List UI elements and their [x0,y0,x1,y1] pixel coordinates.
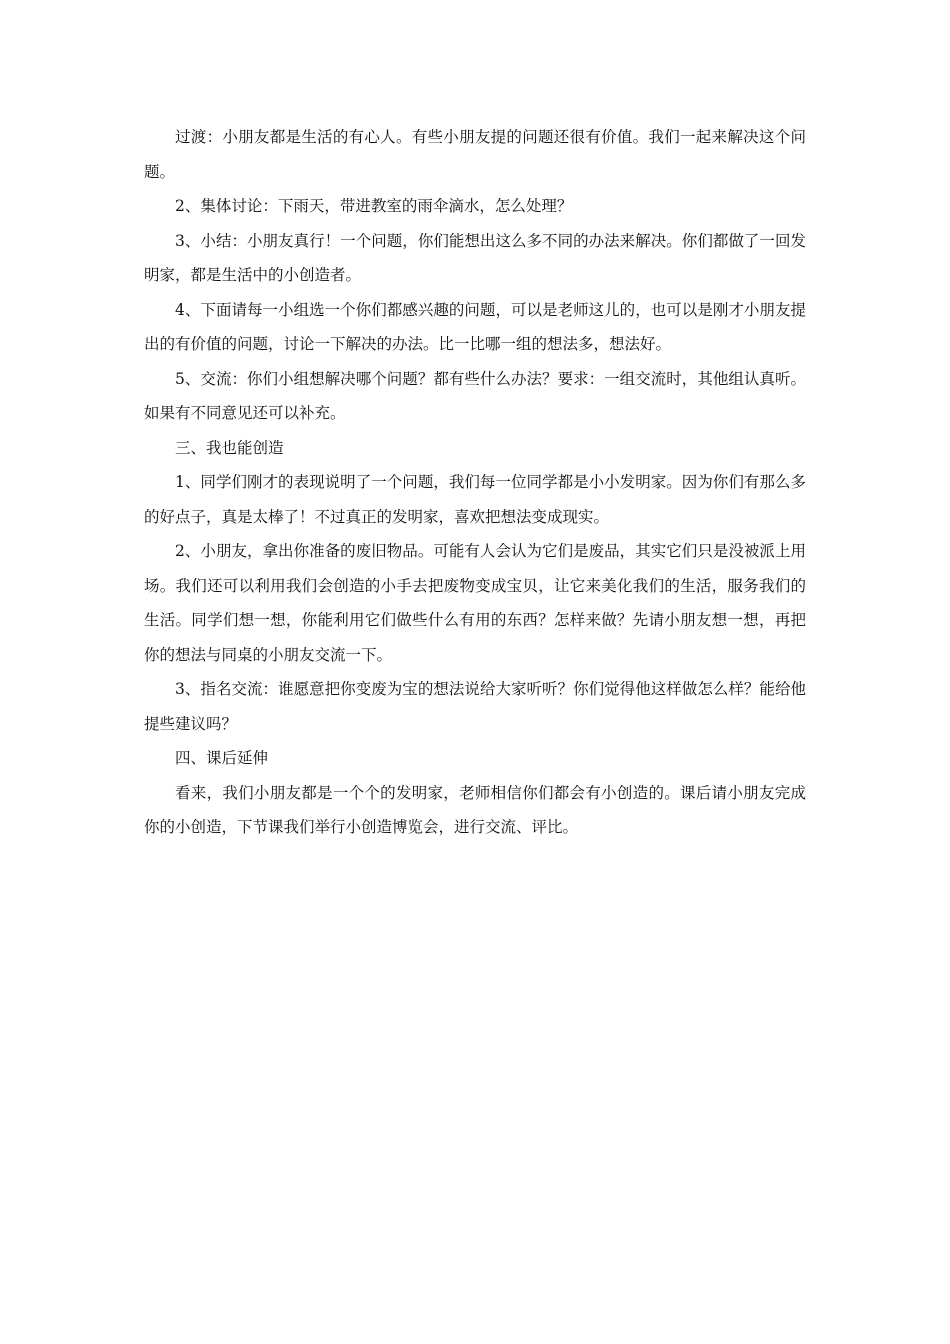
document-body [144,120,806,845]
paragraph-inventors: 1、同学们刚才的表现说明了一个问题，我们每一位同学都是小小发明家。因为你们有那么多的好点子，真是太棒了！不过真正的发明家，喜欢把想法变成现实。 [144,473,806,526]
paragraph-group-task: 4、下面请每一小组选一个你们都感兴趣的问题，可以是老师这儿的，也可以是刚才小朋友提出的有价值的问题，讨论一下解决的办法。比一比哪一组的想法多，想法好。 [144,300,806,353]
paragraph-group-discussion: 2、集体讨论：下雨天，带进教室的雨伞滴水，怎么处理？ [175,197,573,215]
section-heading-extension: 四、课后延伸 [175,749,269,767]
section-heading-create: 三、我也能创造 [175,438,284,457]
paragraph-named-exchange: 3、指名交流：谁愿意把你变废为宝的想法说给大家听听？你们觉得他这样做怎么样？能给他提些建议吗？ [144,680,806,733]
paragraph-summary: 3、小结：小朋友真行！一个问题，你们能想出这么多不同的办法来解决。你们都做了一回发明家，都是生活中的小创造者。 [144,231,806,284]
paragraph-exchange: 5、交流：你们小组想解决哪个问题？都有些什么办法？要求：一组交流时，其他组认真听。如果有不同意见还可以补充。 [144,369,806,422]
paragraph-transition: 过渡：小朋友都是生活的有心人。有些小朋友提的问题还很有价值。我们一起来解决这个问题。 [144,128,806,181]
paragraph-homework: 看来，我们小朋友都是一个个的发明家，老师相信你们都会有小创造的。课后请小朋友完成你的小创造，下节课我们举行小创造博览会，进行交流、评比。 [144,783,806,836]
paragraph-waste-materials: 2、小朋友，拿出你准备的废旧物品。可能有人会认为它们是废品，其实它们只是没被派上用场。我们还可以利用我们会创造的小手去把废物变成宝贝，让它来美化我们的生活，服务我们的生活。同学们想一想，你能利用它们做些什么有用的东西？怎样来做？先请小朋友想一想，再把你的想法与同桌的小朋友交流一下。 [144,542,806,664]
